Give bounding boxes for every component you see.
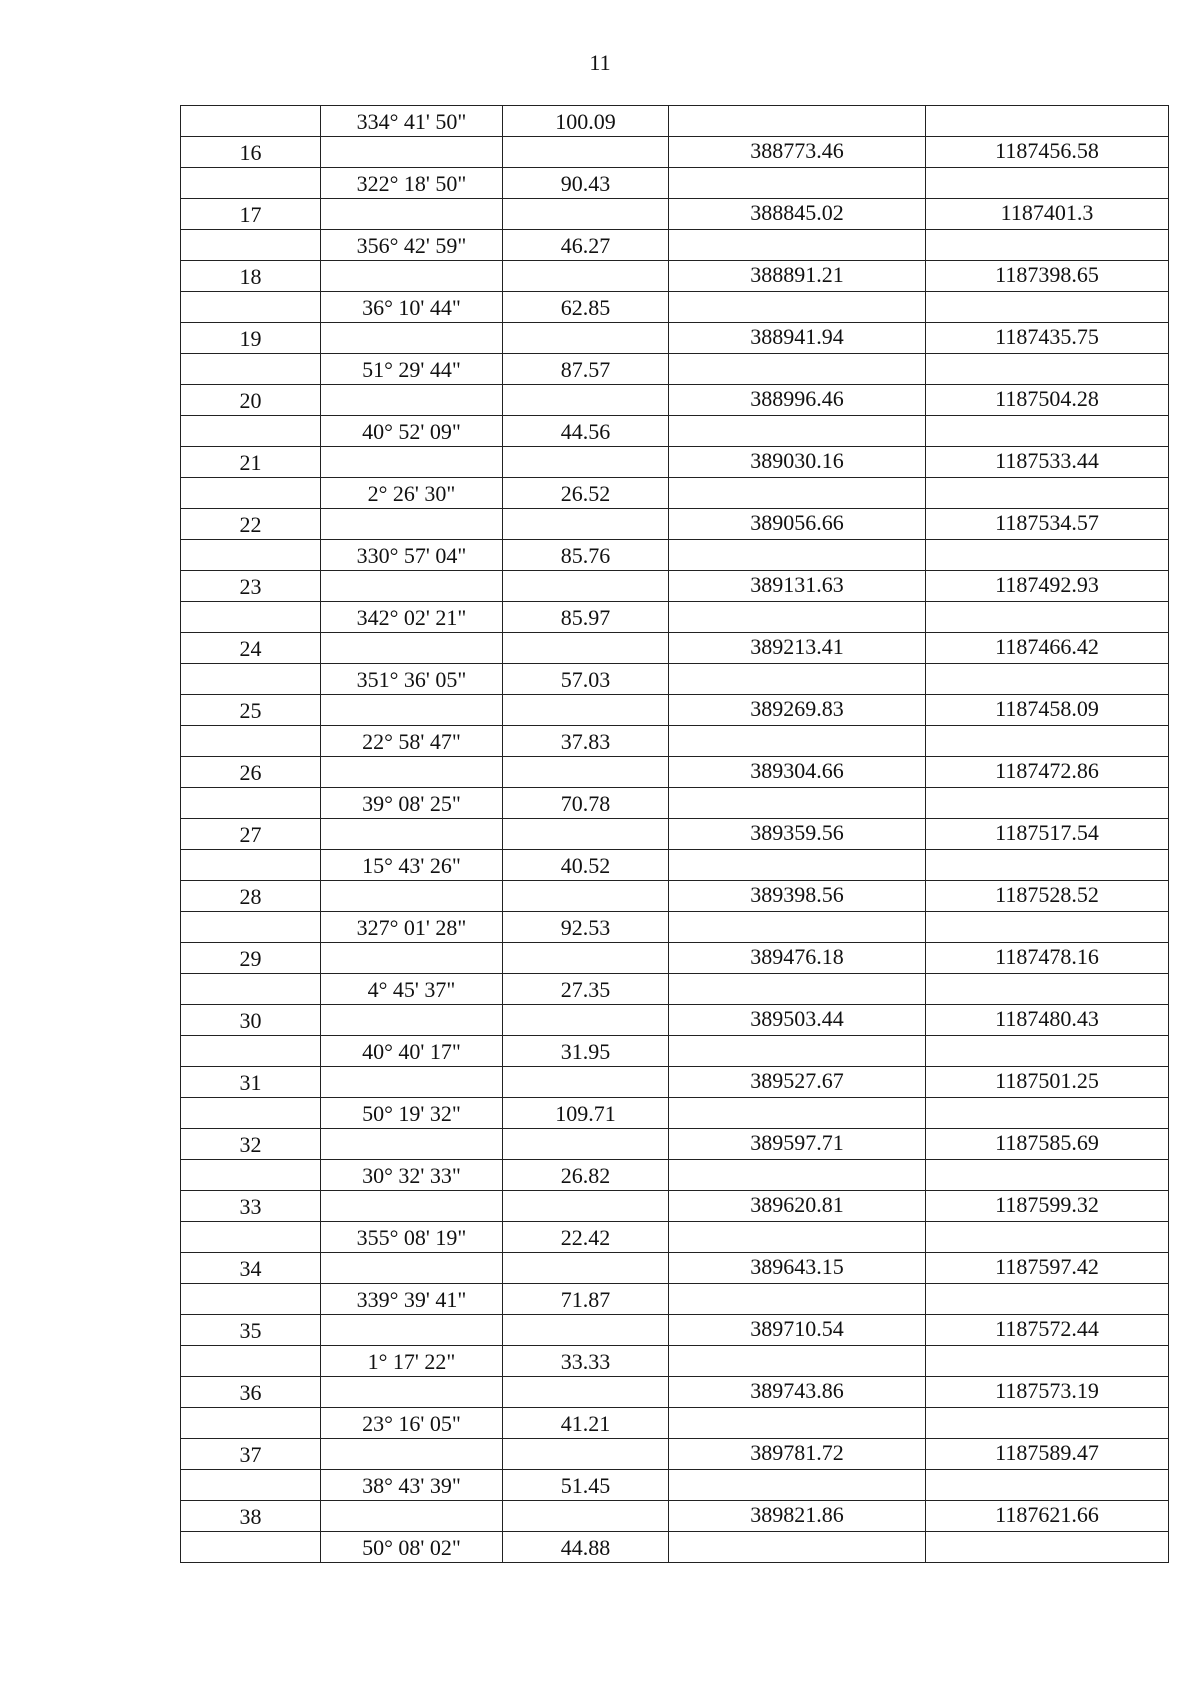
- y-coordinate-cell: [926, 292, 1169, 323]
- y-coordinate-cell: [926, 230, 1169, 261]
- bearing-cell: 39° 08' 25": [321, 788, 503, 819]
- bearing-cell: 330° 57' 04": [321, 540, 503, 571]
- point-cell: [181, 354, 321, 385]
- y-coordinate-cell: 1187573.19: [926, 1377, 1169, 1408]
- point-cell: [181, 726, 321, 757]
- x-coordinate-cell: 389269.83: [669, 695, 926, 726]
- y-coordinate-cell: [926, 912, 1169, 943]
- bearing-cell: [321, 1315, 503, 1346]
- segment-row: [181, 664, 1169, 695]
- distance-cell: [503, 261, 669, 292]
- y-coordinate-cell: 1187534.57: [926, 509, 1169, 540]
- point-number-cell: 20: [181, 385, 321, 416]
- x-coordinate-cell: [669, 478, 926, 509]
- point-row: [181, 1005, 1169, 1036]
- bearing-cell: [321, 819, 503, 850]
- coordinate-table-container: [180, 105, 1168, 1563]
- x-coordinate-cell: [669, 1408, 926, 1439]
- y-coordinate-cell: 1187480.43: [926, 1005, 1169, 1036]
- point-number-cell: 28: [181, 881, 321, 912]
- point-number-cell: 34: [181, 1253, 321, 1284]
- bearing-cell: 334° 41' 50": [321, 106, 503, 137]
- distance-cell: 26.82: [503, 1160, 669, 1191]
- segment-row: [181, 354, 1169, 385]
- bearing-cell: [321, 199, 503, 230]
- bearing-cell: [321, 1253, 503, 1284]
- y-coordinate-cell: [926, 1284, 1169, 1315]
- point-cell: [181, 912, 321, 943]
- bearing-cell: 51° 29' 44": [321, 354, 503, 385]
- y-coordinate-cell: 1187472.86: [926, 757, 1169, 788]
- distance-cell: [503, 199, 669, 230]
- bearing-cell: 15° 43' 26": [321, 850, 503, 881]
- table-body: [181, 106, 1169, 1563]
- distance-cell: 22.42: [503, 1222, 669, 1253]
- point-cell: [181, 788, 321, 819]
- y-coordinate-cell: [926, 602, 1169, 633]
- point-row: [181, 695, 1169, 726]
- y-coordinate-cell: [926, 974, 1169, 1005]
- segment-row: [181, 168, 1169, 199]
- x-coordinate-cell: [669, 1532, 926, 1563]
- point-number-cell: 18: [181, 261, 321, 292]
- point-number-cell: 21: [181, 447, 321, 478]
- bearing-cell: [321, 571, 503, 602]
- segment-row: [181, 106, 1169, 137]
- segment-row: [181, 1098, 1169, 1129]
- x-coordinate-cell: [669, 1160, 926, 1191]
- x-coordinate-cell: [669, 168, 926, 199]
- x-coordinate-cell: 388891.21: [669, 261, 926, 292]
- y-coordinate-cell: 1187597.42: [926, 1253, 1169, 1284]
- point-number-cell: 24: [181, 633, 321, 664]
- point-row: [181, 261, 1169, 292]
- distance-cell: 40.52: [503, 850, 669, 881]
- point-number-cell: 16: [181, 137, 321, 168]
- bearing-cell: [321, 509, 503, 540]
- x-coordinate-cell: 389821.86: [669, 1501, 926, 1532]
- bearing-cell: [321, 633, 503, 664]
- point-cell: [181, 540, 321, 571]
- x-coordinate-cell: 389304.66: [669, 757, 926, 788]
- point-row: [181, 943, 1169, 974]
- page-number: 11: [589, 50, 611, 75]
- segment-row: [181, 788, 1169, 819]
- distance-cell: [503, 1129, 669, 1160]
- distance-cell: [503, 385, 669, 416]
- x-coordinate-cell: 389213.41: [669, 633, 926, 664]
- segment-row: [181, 602, 1169, 633]
- y-coordinate-cell: [926, 850, 1169, 881]
- point-row: [181, 199, 1169, 230]
- distance-cell: [503, 1253, 669, 1284]
- bearing-cell: 327° 01' 28": [321, 912, 503, 943]
- segment-row: [181, 1408, 1169, 1439]
- bearing-cell: 339° 39' 41": [321, 1284, 503, 1315]
- x-coordinate-cell: 389503.44: [669, 1005, 926, 1036]
- bearing-cell: [321, 1377, 503, 1408]
- point-row: [181, 571, 1169, 602]
- point-row: [181, 323, 1169, 354]
- distance-cell: 46.27: [503, 230, 669, 261]
- point-cell: [181, 1098, 321, 1129]
- distance-cell: [503, 1191, 669, 1222]
- point-number-cell: 29: [181, 943, 321, 974]
- bearing-cell: 40° 40' 17": [321, 1036, 503, 1067]
- bearing-cell: 40° 52' 09": [321, 416, 503, 447]
- point-number-cell: 37: [181, 1439, 321, 1470]
- bearing-cell: [321, 385, 503, 416]
- distance-cell: 41.21: [503, 1408, 669, 1439]
- point-cell: [181, 1222, 321, 1253]
- distance-cell: [503, 509, 669, 540]
- point-cell: [181, 106, 321, 137]
- point-number-cell: 32: [181, 1129, 321, 1160]
- y-coordinate-cell: 1187517.54: [926, 819, 1169, 850]
- bearing-cell: 50° 19' 32": [321, 1098, 503, 1129]
- segment-row: [181, 912, 1169, 943]
- bearing-cell: 356° 42' 59": [321, 230, 503, 261]
- y-coordinate-cell: [926, 1470, 1169, 1501]
- bearing-cell: 30° 32' 33": [321, 1160, 503, 1191]
- y-coordinate-cell: [926, 1036, 1169, 1067]
- distance-cell: 70.78: [503, 788, 669, 819]
- segment-row: [181, 850, 1169, 881]
- point-cell: [181, 416, 321, 447]
- point-cell: [181, 1470, 321, 1501]
- bearing-cell: 36° 10' 44": [321, 292, 503, 323]
- y-coordinate-cell: 1187533.44: [926, 447, 1169, 478]
- point-cell: [181, 1036, 321, 1067]
- y-coordinate-cell: [926, 416, 1169, 447]
- bearing-cell: 1° 17' 22": [321, 1346, 503, 1377]
- segment-row: [181, 974, 1169, 1005]
- coordinate-table: [180, 105, 1169, 1563]
- y-coordinate-cell: 1187585.69: [926, 1129, 1169, 1160]
- bearing-cell: [321, 323, 503, 354]
- x-coordinate-cell: 389597.71: [669, 1129, 926, 1160]
- point-number-cell: 38: [181, 1501, 321, 1532]
- x-coordinate-cell: 389476.18: [669, 943, 926, 974]
- y-coordinate-cell: [926, 1532, 1169, 1563]
- x-coordinate-cell: [669, 292, 926, 323]
- y-coordinate-cell: [926, 664, 1169, 695]
- x-coordinate-cell: [669, 230, 926, 261]
- point-cell: [181, 974, 321, 1005]
- y-coordinate-cell: 1187501.25: [926, 1067, 1169, 1098]
- distance-cell: 87.57: [503, 354, 669, 385]
- distance-cell: 92.53: [503, 912, 669, 943]
- distance-cell: 57.03: [503, 664, 669, 695]
- x-coordinate-cell: [669, 540, 926, 571]
- distance-cell: [503, 1005, 669, 1036]
- point-row: [181, 1129, 1169, 1160]
- y-coordinate-cell: 1187458.09: [926, 695, 1169, 726]
- bearing-cell: [321, 1005, 503, 1036]
- x-coordinate-cell: [669, 416, 926, 447]
- distance-cell: [503, 819, 669, 850]
- bearing-cell: 322° 18' 50": [321, 168, 503, 199]
- y-coordinate-cell: [926, 788, 1169, 819]
- bearing-cell: [321, 695, 503, 726]
- x-coordinate-cell: [669, 1222, 926, 1253]
- y-coordinate-cell: [926, 478, 1169, 509]
- segment-row: [181, 1222, 1169, 1253]
- bearing-cell: [321, 1129, 503, 1160]
- segment-row: [181, 478, 1169, 509]
- segment-row: [181, 540, 1169, 571]
- point-number-cell: 23: [181, 571, 321, 602]
- segment-row: [181, 416, 1169, 447]
- distance-cell: 51.45: [503, 1470, 669, 1501]
- point-number-cell: 27: [181, 819, 321, 850]
- x-coordinate-cell: [669, 1284, 926, 1315]
- segment-row: [181, 1036, 1169, 1067]
- x-coordinate-cell: 389781.72: [669, 1439, 926, 1470]
- point-number-cell: 31: [181, 1067, 321, 1098]
- x-coordinate-cell: [669, 1036, 926, 1067]
- distance-cell: 62.85: [503, 292, 669, 323]
- y-coordinate-cell: [926, 1222, 1169, 1253]
- y-coordinate-cell: [926, 1408, 1169, 1439]
- y-coordinate-cell: 1187504.28: [926, 385, 1169, 416]
- bearing-cell: [321, 881, 503, 912]
- bearing-cell: [321, 1439, 503, 1470]
- point-row: [181, 1253, 1169, 1284]
- distance-cell: 44.56: [503, 416, 669, 447]
- y-coordinate-cell: 1187435.75: [926, 323, 1169, 354]
- x-coordinate-cell: 389359.56: [669, 819, 926, 850]
- bearing-cell: 342° 02' 21": [321, 602, 503, 633]
- distance-cell: [503, 447, 669, 478]
- segment-row: [181, 230, 1169, 261]
- distance-cell: [503, 1439, 669, 1470]
- distance-cell: 71.87: [503, 1284, 669, 1315]
- y-coordinate-cell: 1187528.52: [926, 881, 1169, 912]
- x-coordinate-cell: 389643.15: [669, 1253, 926, 1284]
- distance-cell: [503, 1501, 669, 1532]
- distance-cell: [503, 695, 669, 726]
- point-cell: [181, 168, 321, 199]
- x-coordinate-cell: [669, 1346, 926, 1377]
- y-coordinate-cell: 1187589.47: [926, 1439, 1169, 1470]
- point-row: [181, 385, 1169, 416]
- distance-cell: [503, 633, 669, 664]
- distance-cell: 44.88: [503, 1532, 669, 1563]
- distance-cell: [503, 943, 669, 974]
- y-coordinate-cell: 1187466.42: [926, 633, 1169, 664]
- distance-cell: [503, 571, 669, 602]
- x-coordinate-cell: [669, 850, 926, 881]
- distance-cell: 90.43: [503, 168, 669, 199]
- x-coordinate-cell: 389131.63: [669, 571, 926, 602]
- x-coordinate-cell: [669, 354, 926, 385]
- point-row: [181, 447, 1169, 478]
- x-coordinate-cell: [669, 1098, 926, 1129]
- point-cell: [181, 230, 321, 261]
- x-coordinate-cell: [669, 664, 926, 695]
- point-row: [181, 1377, 1169, 1408]
- segment-row: [181, 1160, 1169, 1191]
- point-row: [181, 1501, 1169, 1532]
- y-coordinate-cell: 1187398.65: [926, 261, 1169, 292]
- bearing-cell: [321, 1501, 503, 1532]
- distance-cell: 109.71: [503, 1098, 669, 1129]
- point-number-cell: 25: [181, 695, 321, 726]
- x-coordinate-cell: [669, 726, 926, 757]
- segment-row: [181, 1346, 1169, 1377]
- point-cell: [181, 664, 321, 695]
- point-number-cell: 33: [181, 1191, 321, 1222]
- bearing-cell: [321, 447, 503, 478]
- point-cell: [181, 850, 321, 881]
- point-cell: [181, 1346, 321, 1377]
- distance-cell: 100.09: [503, 106, 669, 137]
- x-coordinate-cell: 389398.56: [669, 881, 926, 912]
- point-row: [181, 1067, 1169, 1098]
- y-coordinate-cell: [926, 168, 1169, 199]
- distance-cell: 85.76: [503, 540, 669, 571]
- bearing-cell: 22° 58' 47": [321, 726, 503, 757]
- x-coordinate-cell: 388941.94: [669, 323, 926, 354]
- point-row: [181, 881, 1169, 912]
- distance-cell: [503, 323, 669, 354]
- segment-row: [181, 1470, 1169, 1501]
- x-coordinate-cell: 388996.46: [669, 385, 926, 416]
- bearing-cell: 2° 26' 30": [321, 478, 503, 509]
- point-row: [181, 1315, 1169, 1346]
- point-row: [181, 509, 1169, 540]
- bearing-cell: [321, 137, 503, 168]
- point-row: [181, 1191, 1169, 1222]
- y-coordinate-cell: [926, 106, 1169, 137]
- point-cell: [181, 1532, 321, 1563]
- y-coordinate-cell: 1187572.44: [926, 1315, 1169, 1346]
- distance-cell: [503, 881, 669, 912]
- point-number-cell: 17: [181, 199, 321, 230]
- bearing-cell: 38° 43' 39": [321, 1470, 503, 1501]
- point-number-cell: 35: [181, 1315, 321, 1346]
- distance-cell: [503, 757, 669, 788]
- point-row: [181, 137, 1169, 168]
- x-coordinate-cell: 389710.54: [669, 1315, 926, 1346]
- y-coordinate-cell: [926, 354, 1169, 385]
- y-coordinate-cell: 1187621.66: [926, 1501, 1169, 1532]
- y-coordinate-cell: [926, 1346, 1169, 1377]
- bearing-cell: [321, 943, 503, 974]
- y-coordinate-cell: 1187599.32: [926, 1191, 1169, 1222]
- point-row: [181, 633, 1169, 664]
- y-coordinate-cell: 1187401.3: [926, 199, 1169, 230]
- y-coordinate-cell: [926, 1160, 1169, 1191]
- x-coordinate-cell: [669, 1470, 926, 1501]
- point-cell: [181, 602, 321, 633]
- point-row: [181, 757, 1169, 788]
- point-number-cell: 30: [181, 1005, 321, 1036]
- distance-cell: 85.97: [503, 602, 669, 633]
- x-coordinate-cell: 389056.66: [669, 509, 926, 540]
- point-number-cell: 26: [181, 757, 321, 788]
- x-coordinate-cell: 389620.81: [669, 1191, 926, 1222]
- segment-row: [181, 1284, 1169, 1315]
- distance-cell: 27.35: [503, 974, 669, 1005]
- bearing-cell: [321, 261, 503, 292]
- segment-row: [181, 292, 1169, 323]
- distance-cell: 37.83: [503, 726, 669, 757]
- x-coordinate-cell: [669, 106, 926, 137]
- point-number-cell: 19: [181, 323, 321, 354]
- bearing-cell: 351° 36' 05": [321, 664, 503, 695]
- distance-cell: 26.52: [503, 478, 669, 509]
- bearing-cell: 4° 45' 37": [321, 974, 503, 1005]
- y-coordinate-cell: [926, 540, 1169, 571]
- x-coordinate-cell: 389527.67: [669, 1067, 926, 1098]
- point-cell: [181, 1408, 321, 1439]
- x-coordinate-cell: [669, 788, 926, 819]
- point-row: [181, 1439, 1169, 1470]
- x-coordinate-cell: [669, 602, 926, 633]
- point-number-cell: 36: [181, 1377, 321, 1408]
- y-coordinate-cell: 1187492.93: [926, 571, 1169, 602]
- y-coordinate-cell: [926, 726, 1169, 757]
- y-coordinate-cell: 1187456.58: [926, 137, 1169, 168]
- bearing-cell: 355° 08' 19": [321, 1222, 503, 1253]
- distance-cell: [503, 1377, 669, 1408]
- distance-cell: [503, 1315, 669, 1346]
- bearing-cell: [321, 1067, 503, 1098]
- point-row: [181, 819, 1169, 850]
- point-cell: [181, 292, 321, 323]
- point-cell: [181, 478, 321, 509]
- x-coordinate-cell: [669, 912, 926, 943]
- bearing-cell: 50° 08' 02": [321, 1532, 503, 1563]
- distance-cell: [503, 1067, 669, 1098]
- x-coordinate-cell: [669, 974, 926, 1005]
- bearing-cell: [321, 1191, 503, 1222]
- x-coordinate-cell: 389743.86: [669, 1377, 926, 1408]
- segment-row: [181, 1532, 1169, 1563]
- distance-cell: 31.95: [503, 1036, 669, 1067]
- y-coordinate-cell: [926, 1098, 1169, 1129]
- point-cell: [181, 1284, 321, 1315]
- x-coordinate-cell: 388845.02: [669, 199, 926, 230]
- bearing-cell: 23° 16' 05": [321, 1408, 503, 1439]
- distance-cell: [503, 137, 669, 168]
- y-coordinate-cell: 1187478.16: [926, 943, 1169, 974]
- x-coordinate-cell: 388773.46: [669, 137, 926, 168]
- point-cell: [181, 1160, 321, 1191]
- distance-cell: 33.33: [503, 1346, 669, 1377]
- segment-row: [181, 726, 1169, 757]
- bearing-cell: [321, 757, 503, 788]
- point-number-cell: 22: [181, 509, 321, 540]
- x-coordinate-cell: 389030.16: [669, 447, 926, 478]
